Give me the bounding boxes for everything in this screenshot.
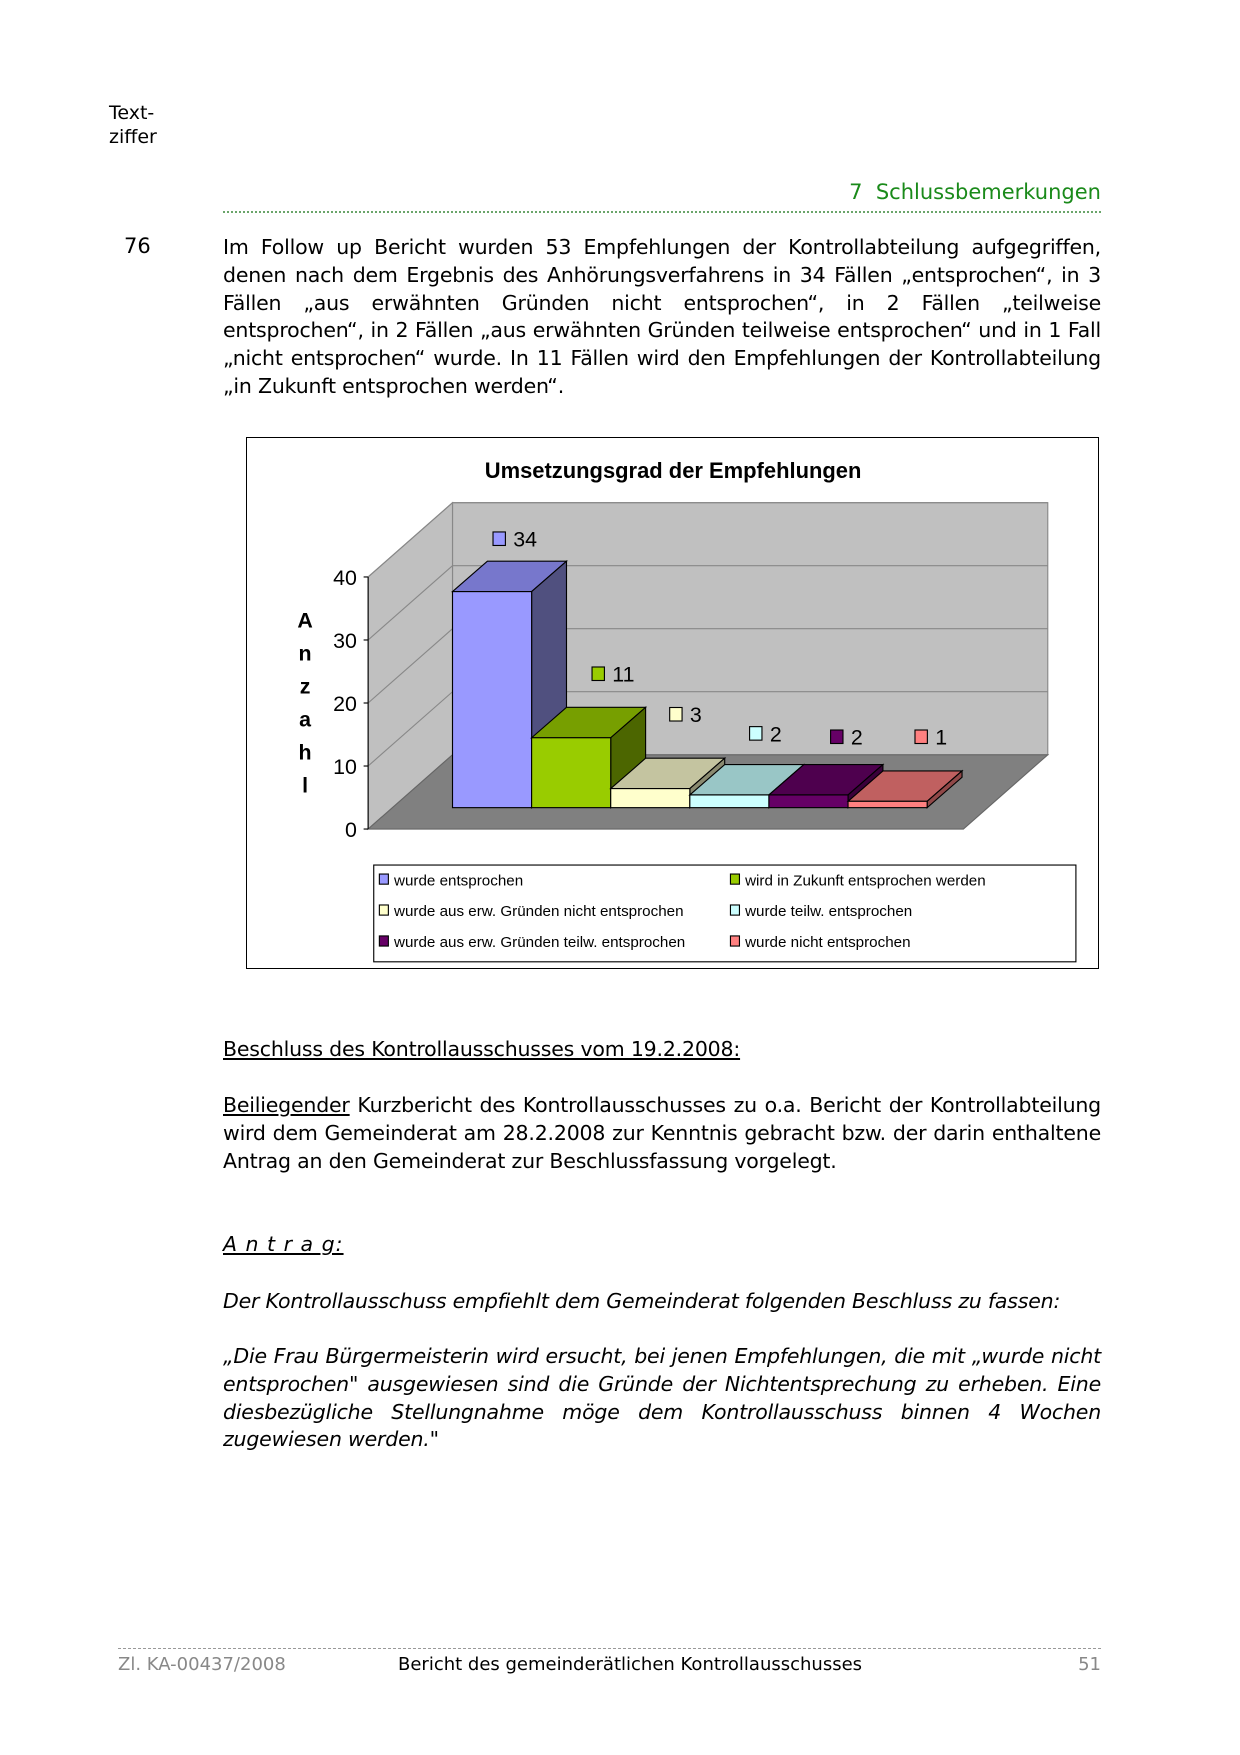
resolution-text: [223, 1092, 1101, 1175]
bar: [532, 738, 611, 808]
legend-swatch: [379, 905, 388, 915]
bar: [453, 592, 532, 808]
heading-divider: [223, 211, 1101, 213]
data-label-key: [493, 532, 505, 546]
resolution-heading: Beschluss des Kontrollausschusses vom 19.2.2008:: [223, 1037, 741, 1061]
bar: [848, 801, 927, 807]
y-axis-label-letter: z: [299, 674, 311, 699]
resolution-first-word: Beiliegender: [223, 1093, 350, 1117]
legend-entry: wird in Zukunft entsprochen werden: [745, 872, 986, 890]
footer-page-number: 51: [1078, 1654, 1101, 1675]
data-label: 11: [612, 662, 635, 687]
y-tick-label: 10: [333, 754, 357, 779]
y-axis-label-letter: l: [302, 773, 309, 798]
motion-quote: „Die Frau Bürgermeisterin wird ersucht, bei jenen Empfehlungen, die mit „wurde nicht entsprochen" ausgewiesen sind die Gründe der Nichtentsprechung zu erheben. Eine diesbezügliche Stellungnahme möge dem Kontrollausschuss binnen 4 Wochen zugewiesen werden.": [223, 1344, 1101, 1452]
legend-swatch: [730, 936, 739, 946]
chart-title: Umsetzungsgrad der Empfehlungen: [484, 457, 862, 483]
chart: [246, 437, 1099, 969]
margin-label-line: Text-: [109, 102, 155, 124]
y-axis-label-letter: n: [298, 641, 312, 666]
legend-entry: wurde entsprochen: [393, 872, 524, 890]
y-axis-label-letter: a: [299, 707, 312, 732]
data-label-key: [915, 730, 927, 744]
data-label-key: [750, 727, 762, 741]
legend-entry: wurde nicht entsprochen: [745, 934, 911, 952]
data-label: 2: [850, 725, 863, 750]
data-label: 1: [935, 725, 948, 750]
motion-heading: A n t r a g:: [223, 1232, 344, 1256]
footer-reference: Zl. KA-00437/2008: [118, 1654, 286, 1675]
bar: [690, 795, 769, 808]
y-tick-label: 20: [333, 691, 357, 716]
margin-label: [109, 101, 157, 149]
data-label-key: [670, 708, 682, 722]
data-label: 2: [769, 722, 782, 747]
y-tick-label: 0: [344, 817, 357, 842]
paragraph-text: Im Follow up Bericht wurden 53 Empfehlungen der Kontrollabteilung aufgegriffen, denen nach dem Ergebnis des Anhörungsverfahrens in 34 Fällen „entsprochen“, in 3 Fällen „aus erwähnten Gründen nicht entsprochen“, in 2 Fällen „teilweise entsprochen“, in 2 Fällen „aus erwähnten Gründen teilweise entsprochen“ und in 1 Fall „nicht entsprochen“ wurde. In 11 Fällen wird den Empfehlungen der Kontrollabteilung „in Zukunft entsprochen werden“.: [223, 235, 1101, 398]
y-axis-label-letter: A: [297, 608, 313, 633]
footer-divider: [118, 1648, 1101, 1649]
legend-swatch: [730, 905, 739, 915]
legend-entry: wurde aus erw. Gründen teilw. entsprochen: [393, 934, 686, 952]
legend-swatch: [730, 874, 739, 884]
chapter-heading: 7 Schlussbemerkungen: [849, 180, 1101, 204]
paragraph-number: 76: [124, 234, 151, 258]
data-label-key: [592, 667, 604, 681]
margin-label-line: ziffer: [109, 126, 157, 148]
y-tick-label: 40: [333, 565, 357, 590]
data-label-key: [831, 730, 843, 744]
y-axis-label-letter: h: [298, 740, 312, 765]
legend-entry: wurde aus erw. Gründen nicht entsprochen: [393, 903, 684, 921]
data-label: 34: [513, 527, 538, 552]
bar: [611, 789, 690, 808]
bar-chart-3d: [247, 438, 1098, 968]
legend-swatch: [379, 936, 388, 946]
motion-intro: Der Kontrollausschuss empfiehlt dem Gemeinderat folgenden Beschluss zu fassen:: [223, 1289, 1061, 1313]
data-label: 3: [689, 703, 702, 728]
legend-entry: wurde teilw. entsprochen: [745, 903, 913, 921]
footer-title: Bericht des gemeinderätlichen Kontrollausschusses: [398, 1654, 863, 1675]
legend-swatch: [379, 874, 388, 884]
resolution-body: Kurzbericht des Kontrollausschusses zu o.a. Bericht der Kontrollabteilung wird dem Gemeinderat am 28.2.2008 zur Kenntnis gebracht bzw. der darin enthaltene Antrag an den Gemeinderat zur Beschlussfassung vorgelegt.: [223, 1093, 1101, 1173]
bar: [769, 795, 848, 808]
y-tick-label: 30: [333, 628, 357, 653]
